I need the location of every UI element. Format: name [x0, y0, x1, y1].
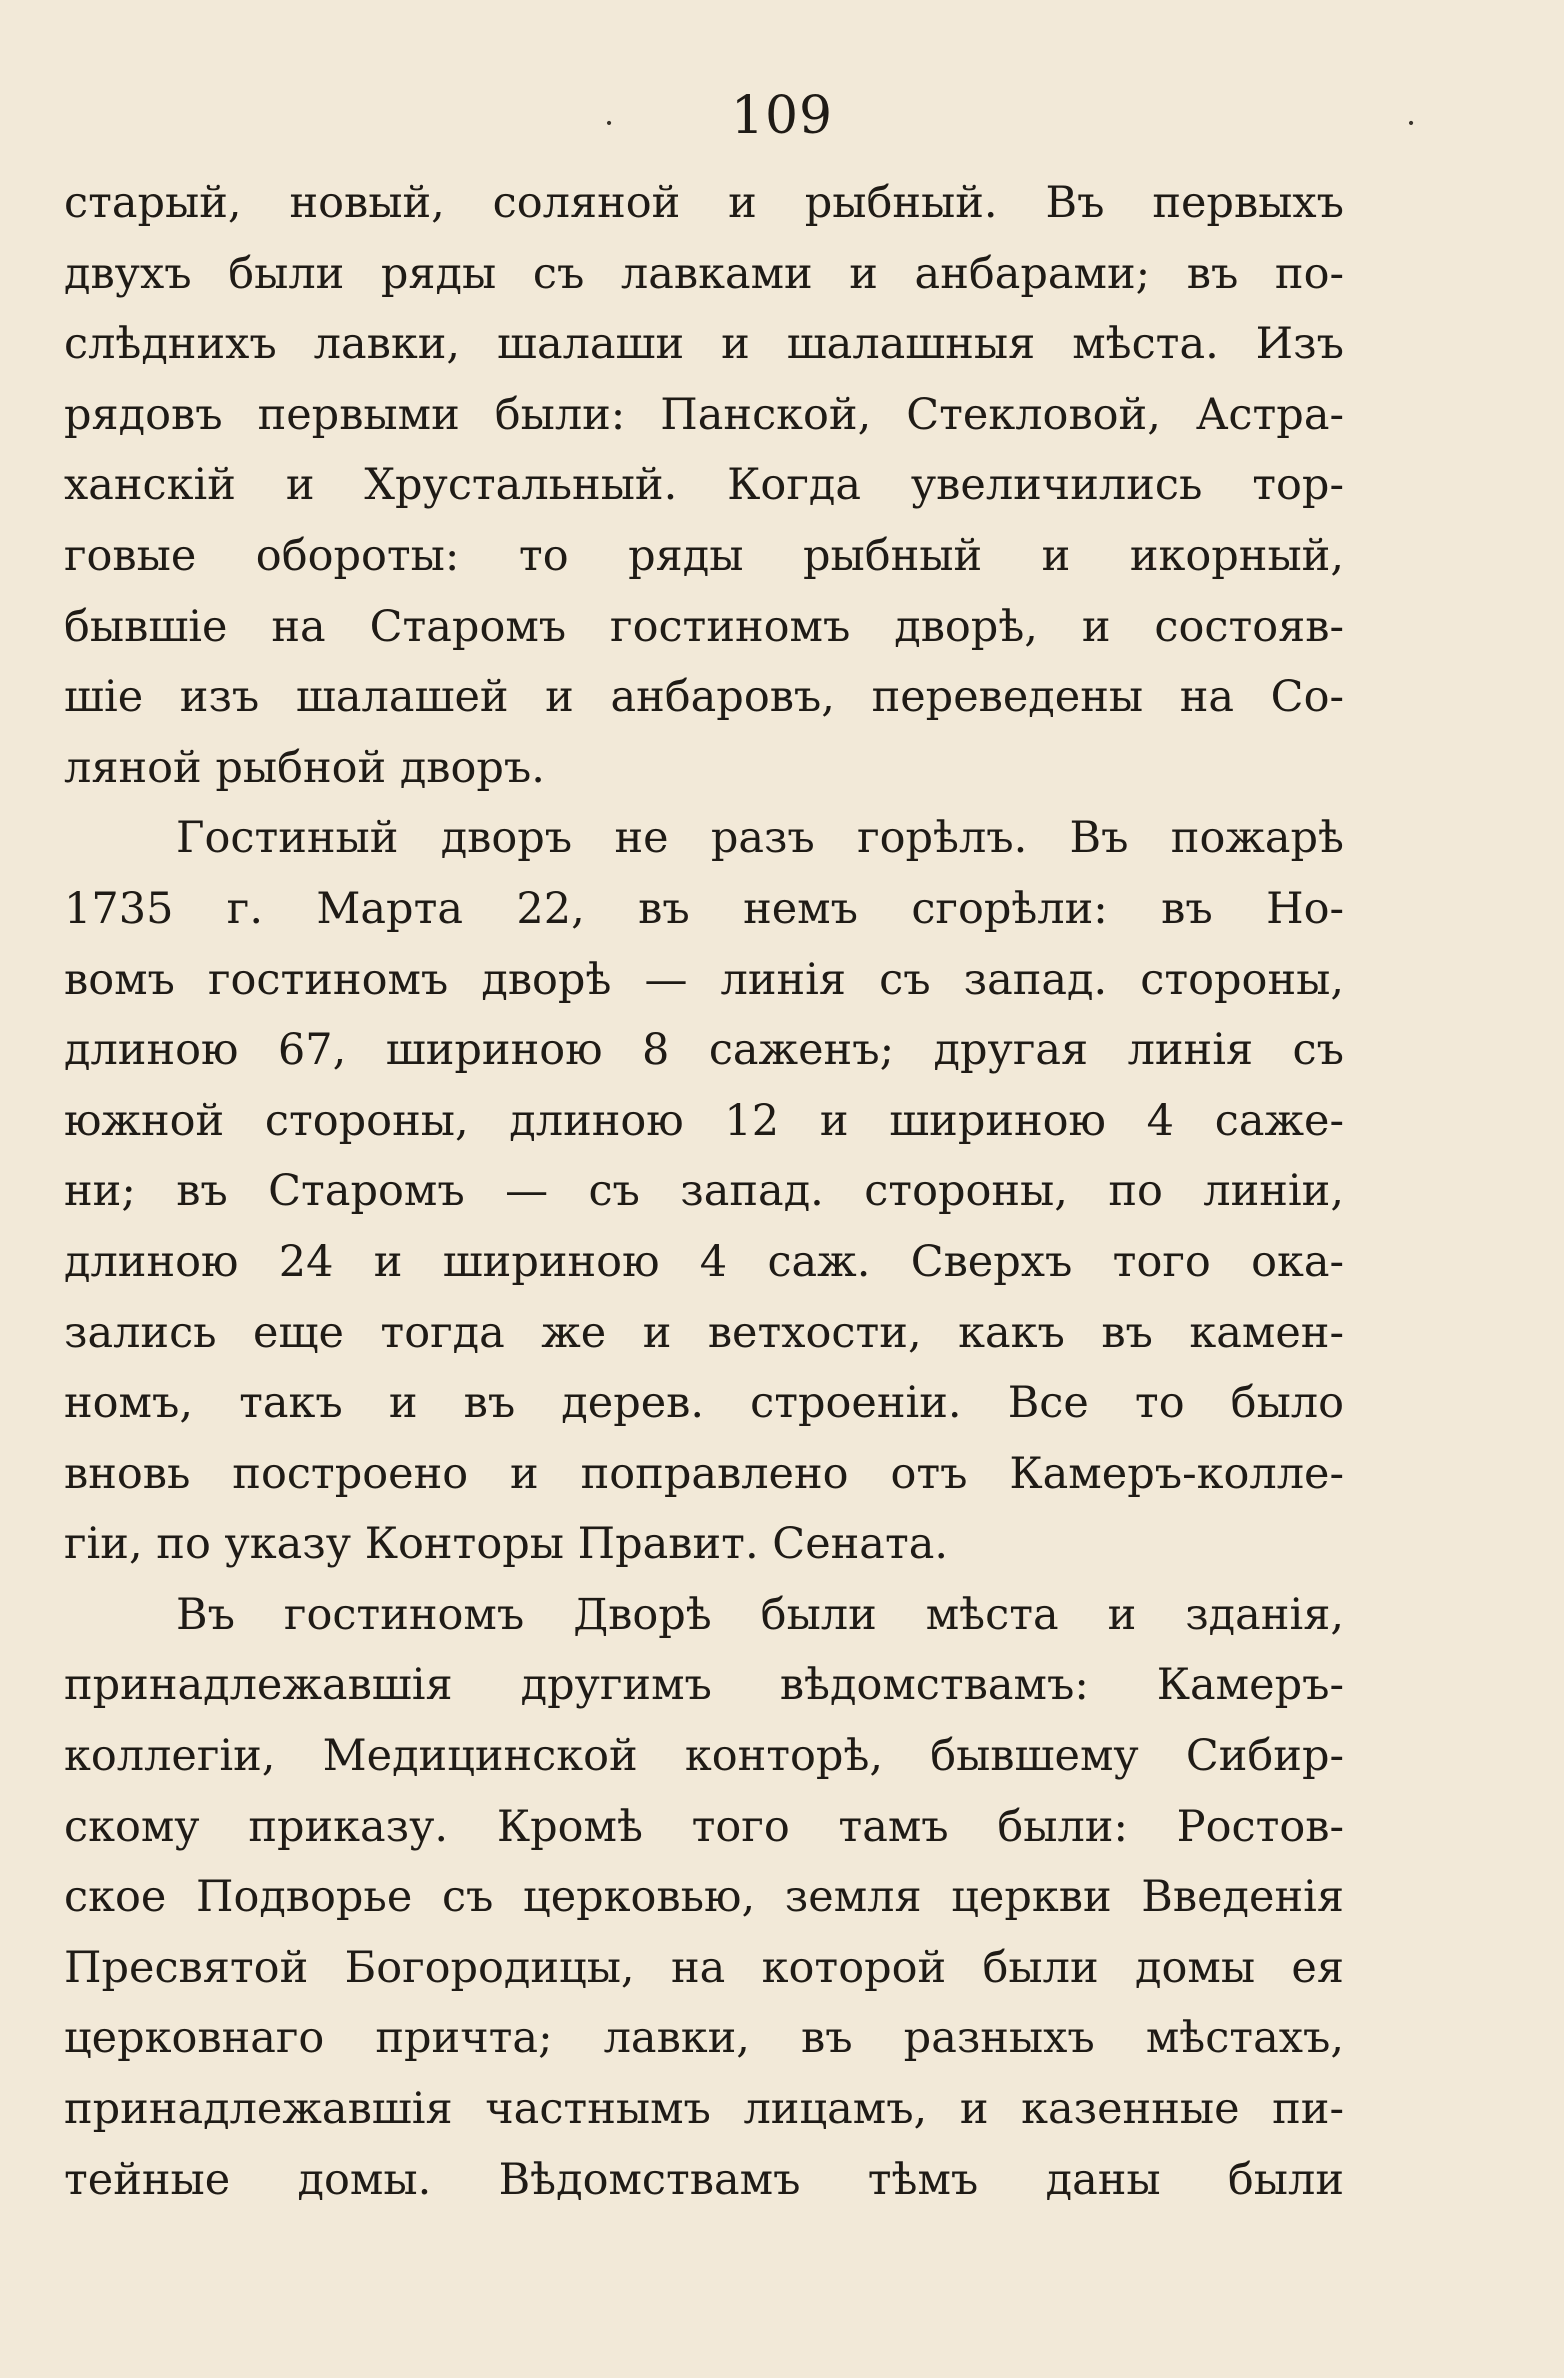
page-number: 109 — [730, 86, 834, 146]
text-line: зались еще тогда же и ветхости, какъ въ камен- — [64, 1307, 1344, 1358]
text-line: 1735 г. Марта 22, въ немъ сгорѣли: въ Но- — [64, 883, 1344, 934]
text-line: Гостиный дворъ не разъ горѣлъ. Въ пожарѣ — [176, 813, 1344, 864]
text-line: Пресвятой Богородицы, на которой были домы ея — [64, 1942, 1344, 1993]
text-line: шіе изъ шалашей и анбаровъ, переведены на Со- — [64, 672, 1344, 723]
text-line: длиною 67, шириною 8 саженъ; другая линія съ — [64, 1025, 1344, 1076]
print-mark: · — [1406, 104, 1417, 142]
text-line: принадлежавшія другимъ вѣдомствамъ: Камеръ- — [64, 1660, 1344, 1711]
body-text — [64, 168, 1344, 2215]
paragraph — [64, 1580, 1344, 2215]
text-line: церковнаго причта; лавки, въ разныхъ мѣстахъ, — [64, 2013, 1344, 2064]
paragraph — [64, 803, 1344, 1580]
paragraph — [64, 168, 1344, 803]
text-line: ляной рыбной дворъ. — [64, 742, 545, 793]
text-line: слѣднихъ лавки, шалаши и шалашныя мѣста. Изъ — [64, 319, 1344, 370]
text-line: принадлежавшія частнымъ лицамъ, и казенные пи- — [64, 2084, 1344, 2135]
text-line: ханскій и Хрустальный. Когда увеличились тор- — [64, 460, 1344, 511]
text-line: рядовъ первыми были: Панской, Стекловой, Астра- — [64, 389, 1344, 440]
text-line: старый, новый, соляной и рыбный. Въ первыхъ — [64, 178, 1344, 228]
text-line: скому приказу. Кромѣ того тамъ были: Ростов- — [64, 1801, 1344, 1852]
text-line: коллегіи, Медицинской конторѣ, бывшему Сибир- — [64, 1731, 1344, 1782]
text-line: бывшіе на Старомъ гостиномъ дворѣ, и состояв- — [64, 601, 1344, 652]
text-line: вомъ гостиномъ дворѣ — линія съ запад. стороны, — [64, 954, 1344, 1005]
text-line: Въ гостиномъ Дворѣ были мѣста и зданія, — [176, 1589, 1344, 1640]
print-mark: · — [604, 104, 615, 142]
text-line: номъ, такъ и въ дерев. строеніи. Все то было — [64, 1378, 1344, 1429]
text-line: длиною 24 и шириною 4 саж. Сверхъ того ока- — [64, 1236, 1344, 1287]
text-line: тейные домы. Вѣдомствамъ тѣмъ даны были — [64, 2154, 1344, 2205]
text-line: вновь построено и поправлено отъ Камеръ-колле- — [64, 1448, 1344, 1499]
text-line: южной стороны, длиною 12 и шириною 4 саже- — [64, 1095, 1344, 1146]
text-line: ское Подворье съ церковью, земля церкви Введенія — [64, 1872, 1344, 1923]
text-line: говые обороты: то ряды рыбный и икорный, — [64, 530, 1344, 581]
text-line: гіи, по указу Конторы Правит. Сената. — [64, 1519, 949, 1570]
text-line: ни; въ Старомъ — съ запад. стороны, по линіи, — [64, 1166, 1344, 1217]
text-line: двухъ были ряды съ лавками и анбарами; въ по- — [64, 248, 1344, 299]
